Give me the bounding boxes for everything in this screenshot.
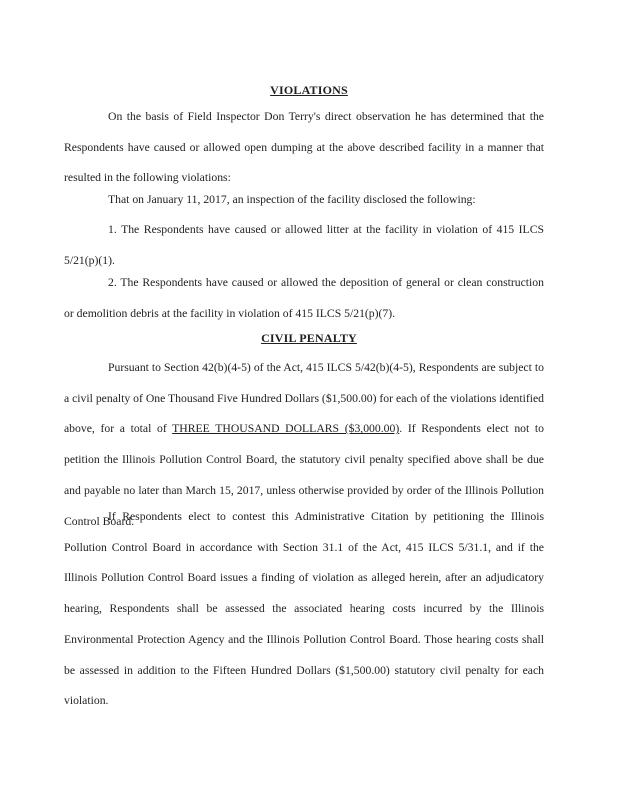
civil-penalty-heading: CIVIL PENALTY <box>261 331 357 345</box>
penalty-total: THREE THOUSAND DOLLARS ($3,000.00) <box>172 422 400 436</box>
violations-heading: VIOLATIONS <box>270 83 348 97</box>
civil-penalty-paragraph-2: If Respondents elect to contest this Administrative Citation by petitioning the Illinois Pollution Control Board in accordance with Section 31.1 of the Act, 415 ILCS 5/31.1, and if the Illinois Pollution Control Board issues a finding of violation as alleged herein, after an adjudicatory hearing, Respondents shall be assessed the associated hearing costs incurred by the Illinois Environmental Protection Agency and the Illinois Pollution Control Board. Those hearing costs shall be assessed in addition to the Fifteen Hundred Dollars ($1,500.00) statutory civil penalty for each violation. <box>64 510 544 708</box>
violation-item-2: 2. The Respondents have caused or allowed the deposition of general or clean construction or demolition debris at the facility in violation of 415 ILCS 5/21(p)(7). <box>64 276 544 320</box>
inspection-paragraph: That on January 11, 2017, an inspection of the facility disclosed the following: <box>108 193 476 206</box>
penalty-text-after: . If Respondents elect not to petition the Illinois Pollution Control Board, the statutory civil penalty specified above shall be due and payable no later than March 15, 2017, unless otherwise provided by order of the Illinois Pollution Control Board. <box>64 422 544 528</box>
penalty-text-before: Pursuant to Section 42(b)(4-5) of the Act, 415 ILCS 5/42(b)(4-5), Respondents are subject to a civil penalty of One Thousand Five Hundred Dollars ($1,500.00) for each of the violations identified above, for a total of <box>64 361 544 436</box>
violations-intro-paragraph: On the basis of Field Inspector Don Terry's direct observation he has determined that the Respondents have caused or allowed open dumping at the above described facility in a manner that resulted in the following violations: <box>64 110 544 185</box>
violation-item-1: 1. The Respondents have caused or allowed litter at the facility in violation of 415 ILCS 5/21(p)(1). <box>64 223 544 267</box>
